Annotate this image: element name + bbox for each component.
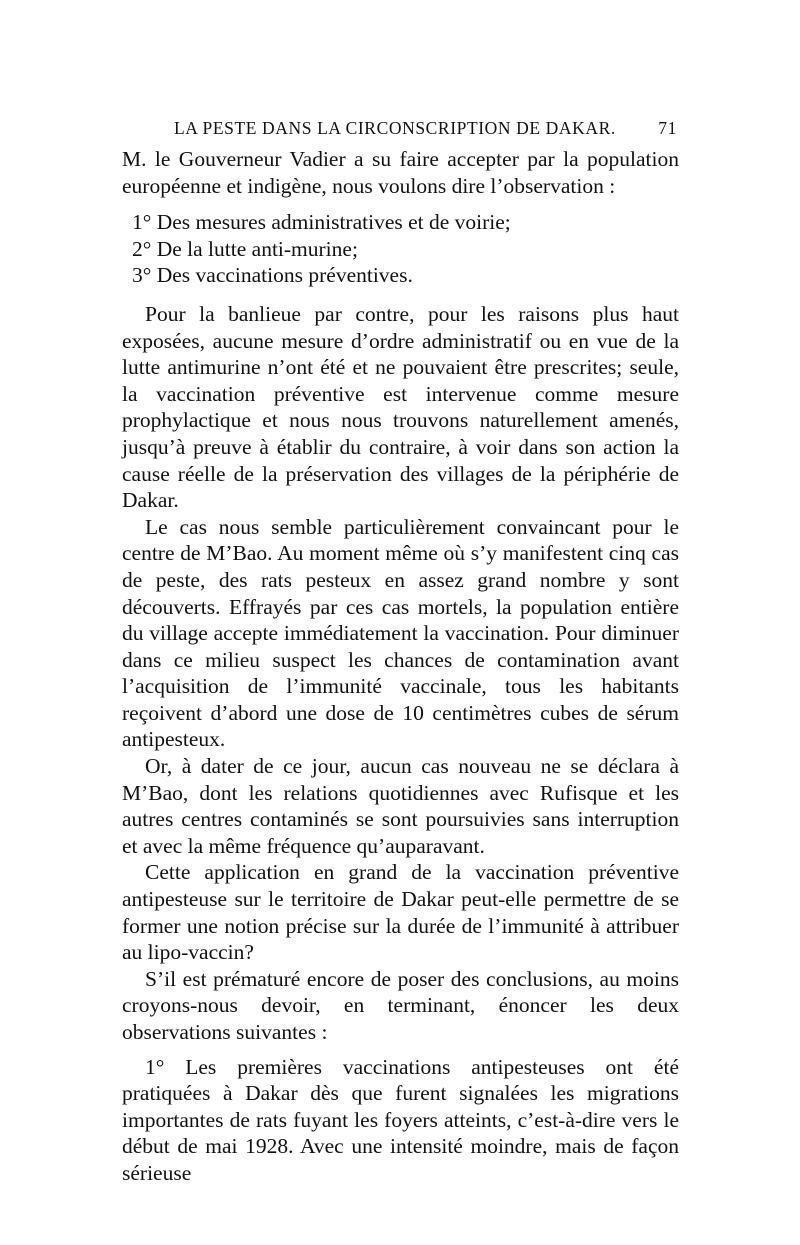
running-title: LA PESTE DANS LA CIRCONSCRIPTION DE DAKAR. bbox=[174, 118, 616, 138]
paragraph-first-observation: 1° Les premières vaccinations antipesteuses ont été pratiquées à Dakar dès que furent signalées les migrations importantes de rats fuyant les foyers atteints, c’est-à-dire vers le début de mai 1928. Avec une intensité moindre, mais de façon sérieuse bbox=[122, 1054, 679, 1185]
list-item: 2° De la lutte anti-murine; bbox=[132, 236, 358, 261]
body-text bbox=[122, 146, 679, 1187]
paragraph-mbao: Le cas nous semble particulièrement convaincant pour le centre de M’Bao. Au moment même où s’y manifestent cinq cas de peste, des rats pesteux en assez grand nombre y sont découverts. Effrayés par ces cas mortels, la population entière du village accepte immédiatement la vaccination. Pour diminuer dans ce milieu suspect les chances de contamination avant l’acquisition de l’immunité vaccinale, tous les habitants reçoivent d’abord une dose de 10 centimètres cubes de sérum antipesteux. bbox=[122, 514, 679, 752]
paragraph-banlieue: Pour la banlieue par contre, pour les raisons plus haut exposées, aucune mesure d’ordre administratif ou en vue de la lutte antimurine n’ont été et ne pouvaient être prescrites; seule, la vaccination préventive est intervenue comme mesure prophylactique et nous nous trouvons naturellement amenés, jusqu’à preuve à établir du contraire, à voir dans son action la cause réelle de la préservation des villages de la périphérie de Dakar. bbox=[122, 301, 679, 513]
paragraph-conclusions: S’il est prématuré encore de poser des conclusions, au moins croyons-nous devoir, en terminant, énoncer les deux observations suivantes : bbox=[122, 966, 679, 1044]
list-item: 1° Des mesures administratives et de voirie; bbox=[132, 210, 511, 235]
measures-list bbox=[122, 209, 679, 289]
running-head bbox=[122, 112, 679, 146]
list-item: 3° Des vaccinations préventives. bbox=[132, 263, 413, 288]
book-page bbox=[122, 112, 679, 1187]
paragraph-immunity-question: Cette application en grand de la vaccination préventive antipesteuse sur le territoire de Dakar peut-elle permettre de se former une notion précise sur la durée de l’immunité à attribuer au lipo-vaccin? bbox=[122, 860, 679, 965]
intro-paragraph: M. le Gouverneur Vadier a su faire accepter par la population européenne et indigène, nous voulons dire l’observation : bbox=[122, 147, 679, 198]
page-number: 71 bbox=[658, 118, 677, 138]
paragraph-no-new-case: Or, à dater de ce jour, aucun cas nouveau ne se déclara à M’Bao, dont les relations quotidiennes avec Rufisque et les autres centres contaminés se sont poursuivies sans interruption et avec la même fréquence qu’auparavant. bbox=[122, 754, 679, 858]
